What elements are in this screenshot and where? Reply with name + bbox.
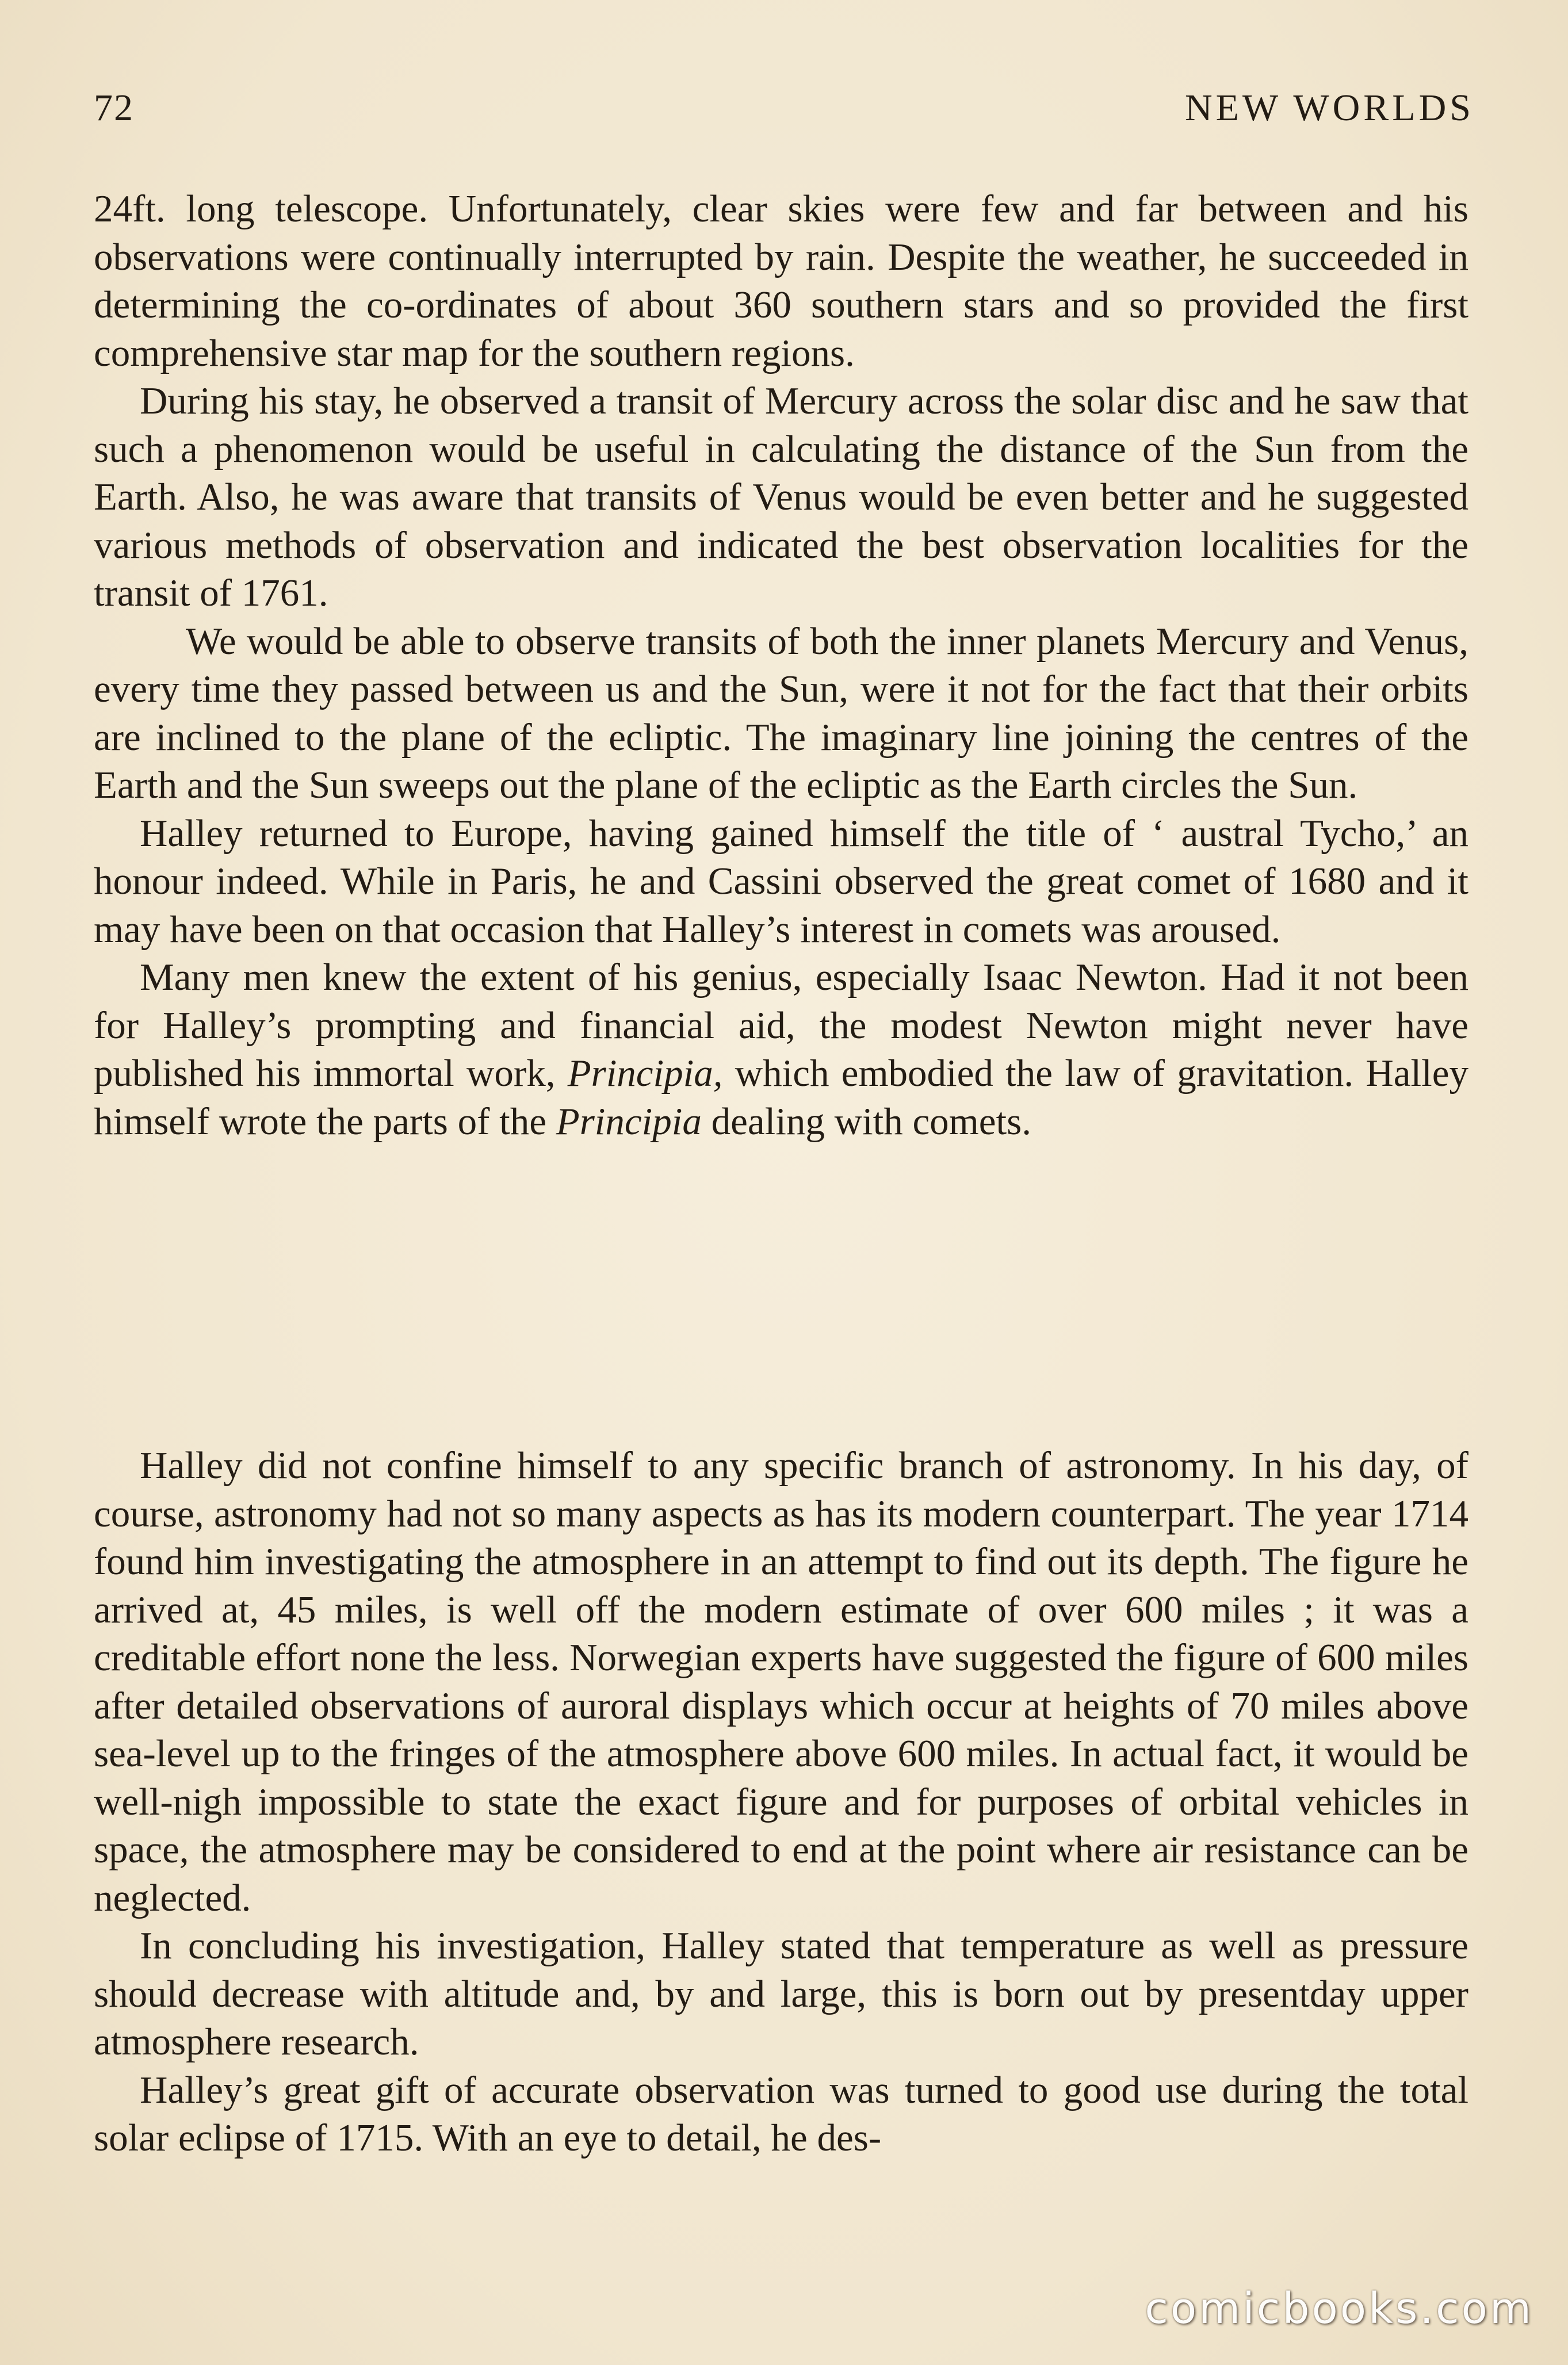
page-number: 72: [94, 87, 134, 129]
principia-title-1: Principia,: [567, 1052, 723, 1095]
watermark: comicbooks.com: [1145, 2284, 1533, 2333]
paragraph-transits-ecliptic: We would be able to observe transits of both the inner planets Mercury and Venus, every time they passed between us and the Sun, were it not for the fact that their orbits are inclined to the plane of the ecliptic. The imaginary line joining the centres of the Earth and the Sun sweeps out the plane of the ecliptic as the Earth circles the Sun.: [94, 619, 1468, 806]
paragraph-transit-mercury: During his stay, he observed a transit of Mercury across the solar disc and he saw that such a phenomenon would be useful in calculating the distance of the Sun from the Earth. Also, he was aware that transits of Venus would be even better and he suggested various methods of observation and indicated the best observation localities for the transit of 1761.: [94, 380, 1468, 614]
paragraph-austral-tycho: Halley returned to Europe, having gained himself the title of ‘ austral Tycho,’ an honour indeed. While in Paris, he and Cassini observed the great comet of 1680 and it may have been on that occasion that Halley’s interest in comets was aroused.: [94, 812, 1468, 951]
paragraph-atmosphere: Halley did not confine himself to any specific branch of astronomy. In his day, of course, astronomy had not so many aspects as has its modern counterpart. The year 1714 found him investigating the atmosphere in an attempt to find out its depth. The figure he arrived at, 45 miles, is well off the modern estimate of over 600 miles ; it was a creditable effort none the less. Norwegian experts have suggested the figure of 600 miles after detailed observations of auroral displays which occur at heights of 70 miles above sea-level up to the fringes of the atmosphere above 600 miles. In actual fact, it would be well-nigh impossible to state the exact figure and for purposes of orbital vehicles in space, the atmosphere may be considered to end at the point where air resistance can be neglected.: [94, 1444, 1468, 1919]
principia-title-2: Principia: [556, 1100, 702, 1143]
paragraph-telescope: 24ft. long telescope. Unfortunately, clear skies were few and far between and his observations were continually interrupted by rain. Despite the weather, he succeeded in determining the co-ordinates of about 360 southern stars and so provided the first comprehensive star map for the southern regions.: [94, 187, 1468, 374]
running-head: NEW WORLDS: [1184, 87, 1474, 129]
text-block-bottom: [94, 1442, 1468, 2163]
page-header: [94, 86, 1474, 150]
newton-text-1: Many men knew the extent of his genius, especially Isaac Newton. Had it not been for Halley’s prompting and financial aid, the modest Newton might never have published his immortal work,: [94, 956, 1468, 1095]
paragraph-newton: [94, 954, 1468, 1146]
text-block-top: [94, 185, 1468, 1146]
newton-text-2: which embodied the law of gravitation. Halley himself wrote the parts of the: [94, 1052, 1468, 1143]
paragraph-eclipse: Halley’s great gift of accurate observation was turned to good use during the total solar eclipse of 1715. With an eye to detail, he des-: [94, 2068, 1468, 2159]
paragraph-temperature: In concluding his investigation, Halley stated that temperature as well as pressure should decrease with altitude and, by and large, this is born out by presentday upper atmosphere research.: [94, 1924, 1468, 2063]
newton-text-3: dealing with comets.: [701, 1100, 1031, 1143]
